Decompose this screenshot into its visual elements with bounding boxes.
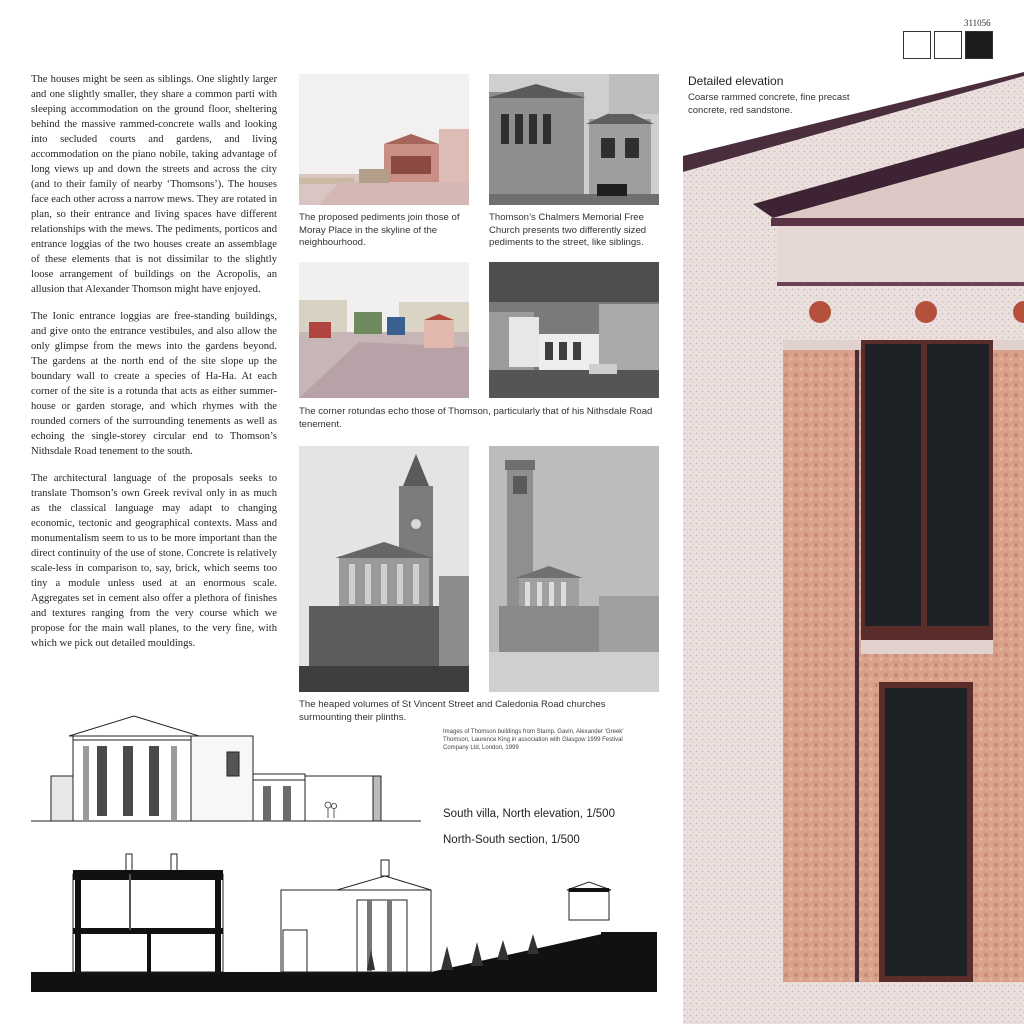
title-block-square bbox=[934, 31, 962, 59]
photo-nithsdale-tenement bbox=[489, 262, 659, 398]
title-block-square bbox=[903, 31, 931, 59]
caption-heaped-volumes: The heaped volumes of St Vincent Street and Caledonia Road churches surmounting their plinths. bbox=[299, 699, 606, 723]
paragraph-loggias: The Ionic entrance loggias are free-standing buildings, and give onto the entrance vestibules, and also allow the only glimpse from the mews into the gardens beyond. The gardens at the north end of the site slope up the boundary wall to create a species of Ha-Ha. At each corner of the site is a rotunda that acts as either summer-house or garden storage, and which rhymes with the rounded corners of the surrounding tenements as well as echoing the single-storey circular end to Thomson’s Nithsdale Road tenement to the south. bbox=[31, 311, 277, 457]
photo-chalmers-church bbox=[489, 74, 659, 205]
paragraph-siblings: The houses might be seen as siblings. One slightly larger and one slightly smaller, they share a common parti with sleeping accommodation on the ground floor, sheltering behind the massive rammed-concrete walls and looking into secluded courts and gardens, and living accommodation on the piano nobile, taking advantage of long views up and down the streets and across the city (and to their family of nearby ‘Thomsons’). The houses face each other across a narrow mews. They are rotated in plan, so their entrance and living spaces have different relationships with the mews. The pediments, porticos and entrance loggias of the two houses create an assemblage of these elements that is not dissimilar to the slightly loose arrangement of buildings on the Acropolis, an allusion that Alexander Thomson might have enjoyed. bbox=[31, 74, 277, 295]
label-north-south-section: North-South section, 1/500 bbox=[443, 834, 580, 846]
detailed-elevation-drawing bbox=[683, 72, 1024, 1024]
title-block-square-filled bbox=[965, 31, 993, 59]
caption-chalmers-church: Thomson’s Chalmers Memorial Free Church presents two differently sized pediments to the street, like siblings. bbox=[489, 212, 647, 249]
caption-corner-rotundas: The corner rotundas echo those of Thomson, particularly that of his Nithsdale Road tenement. bbox=[299, 406, 653, 430]
detail-title: Detailed elevation bbox=[688, 74, 784, 88]
photo-proposed-pediments bbox=[299, 74, 469, 205]
photo-proposed-rotundas bbox=[299, 262, 469, 398]
photo-caledonia-church bbox=[489, 446, 659, 692]
drawing-north-south-section bbox=[31, 850, 661, 995]
body-text bbox=[31, 72, 277, 663]
caption-proposed-pediments: The proposed pediments join those of Moray Place in the skyline of the neighbourhood. bbox=[299, 212, 460, 249]
paragraph-language: The architectural language of the proposals seeks to translate Thomson’s own Greek revival only in as much as the classical language may adapt to changing economic, tectonic and geographical contexts. Mass and monumentalism seem to us to be more important than the direct continuity of the use of stone. Concrete is relatively scale-less in comparison to, say, brick, which seems too tiny a module unless used at an enormous scale. Aggregates set in cement also offer a plethora of finishes and textures ranging from the very course which we propose for the main wall planes, to the very fine, with which we pick out detailed mouldings. bbox=[31, 473, 277, 649]
image-credit: Images of Thomson buildings from Stamp, Gavin, Alexander ‘Greek’ Thomson, Laurence King in association with Glasgow 1999 Festival Company Ltd, London, 1999 bbox=[443, 729, 624, 751]
sheet-number: 311056 bbox=[964, 18, 991, 28]
drawing-north-elevation bbox=[31, 710, 421, 825]
label-north-elevation: South villa, North elevation, 1/500 bbox=[443, 808, 615, 820]
photo-st-vincent-church bbox=[299, 446, 469, 692]
detail-subtitle: Coarse rammed concrete, fine precast concrete, red sandstone. bbox=[688, 92, 850, 116]
